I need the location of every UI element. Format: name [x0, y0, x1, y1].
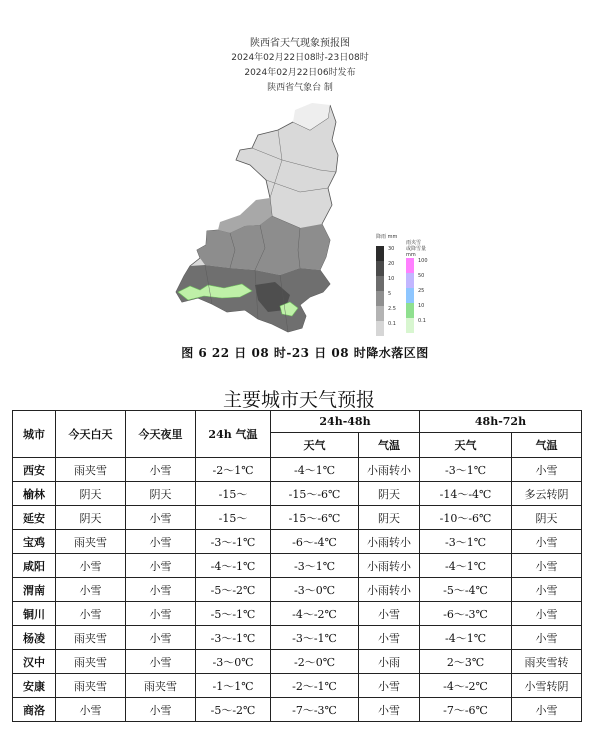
weather-48h-cell: -3～-1℃ [271, 626, 359, 650]
precip-legend-swatch [376, 261, 384, 276]
temp-72h-cell: 雨夹雪转 [512, 650, 582, 674]
temp-24h-cell: -3～-1℃ [196, 530, 271, 554]
weather-48h-cell: -15～-6℃ [271, 482, 359, 506]
city-cell: 西安 [13, 458, 56, 482]
today-night-cell: 小雪 [126, 650, 196, 674]
temp-72h-cell: 小雪 [512, 626, 582, 650]
weather-48h-cell: -15～-6℃ [271, 506, 359, 530]
table-row [13, 626, 582, 650]
weather-72h-cell: 2～3℃ [420, 650, 512, 674]
today-night-cell: 小雪 [126, 626, 196, 650]
today-night-cell: 雨夹雪 [126, 674, 196, 698]
temp-72h-cell: 多云转阴 [512, 482, 582, 506]
temp-24h-cell: -3～0℃ [196, 650, 271, 674]
table-header-row [13, 411, 582, 433]
weather-48h-cell: -4～-2℃ [271, 602, 359, 626]
today-day-cell: 雨夹雪 [56, 626, 126, 650]
precip-legend-label: 10 [388, 276, 395, 282]
temp-48h-cell: 阴天 [359, 506, 420, 530]
header-range-48h: 24h-48h [271, 411, 420, 433]
table-row [13, 554, 582, 578]
weather-72h-cell: -5～-4℃ [420, 578, 512, 602]
precip-legend-label: 0.1 [388, 321, 396, 327]
snow-legend-label: 0.1 [418, 318, 426, 324]
temp-48h-cell: 小雨转小 [359, 530, 420, 554]
weather-48h-cell: -4～1℃ [271, 458, 359, 482]
city-cell: 渭南 [13, 578, 56, 602]
precip-legend-swatch [376, 306, 384, 321]
temp-72h-cell: 小雪 [512, 458, 582, 482]
today-day-cell: 雨夹雪 [56, 458, 126, 482]
weather-48h-cell: -3～0℃ [271, 578, 359, 602]
precip-legend [376, 234, 410, 336]
snow-legend-swatch [406, 303, 414, 318]
table-row [13, 650, 582, 674]
temp-24h-cell: -5～-2℃ [196, 578, 271, 602]
today-night-cell: 小雪 [126, 554, 196, 578]
weather-72h-cell: -4～-2℃ [420, 674, 512, 698]
header-today-night: 今天夜里 [126, 411, 196, 458]
weather-48h-cell: -2～0℃ [271, 650, 359, 674]
precip-legend-swatch [376, 246, 384, 261]
weather-48h-cell: -7～-3℃ [271, 698, 359, 722]
snow-legend [406, 240, 440, 333]
header-weather-48h: 天气 [271, 433, 359, 458]
precip-legend-title: 降雨 mm [376, 234, 398, 240]
temp-72h-cell: 小雪 [512, 530, 582, 554]
table-row [13, 482, 582, 506]
temp-72h-cell: 小雪 [512, 554, 582, 578]
temp-24h-cell: -3～-1℃ [196, 626, 271, 650]
temp-48h-cell: 阴天 [359, 482, 420, 506]
precip-legend-row [376, 276, 410, 291]
precip-legend-label: 2.5 [388, 306, 396, 312]
weather-72h-cell: -4～1℃ [420, 626, 512, 650]
map-title: 陕西省天气现象预报图 [250, 38, 350, 49]
snow-legend-swatch [406, 273, 414, 288]
today-day-cell: 小雪 [56, 578, 126, 602]
temp-72h-cell: 小雪 [512, 602, 582, 626]
snow-legend-row [406, 303, 440, 318]
figure-caption: 图 6 22 日 08 时-23 日 08 时降水落区图 [181, 346, 429, 360]
temp-24h-cell: -5～-1℃ [196, 602, 271, 626]
header-weather-72h: 天气 [420, 433, 512, 458]
today-night-cell: 阴天 [126, 482, 196, 506]
temp-72h-cell: 阴天 [512, 506, 582, 530]
temp-48h-cell: 小雨转小 [359, 458, 420, 482]
today-day-cell: 阴天 [56, 506, 126, 530]
precip-legend-label: 20 [388, 261, 395, 267]
precip-legend-row [376, 321, 410, 336]
weather-48h-cell: -2～-1℃ [271, 674, 359, 698]
weather-72h-cell: -7～-6℃ [420, 698, 512, 722]
table-row [13, 458, 582, 482]
temp-48h-cell: 小雨 [359, 650, 420, 674]
temp-72h-cell: 小雪转阴 [512, 674, 582, 698]
weather-72h-cell: -14～-4℃ [420, 482, 512, 506]
weather-72h-cell: -3～1℃ [420, 530, 512, 554]
temp-72h-cell: 小雪 [512, 698, 582, 722]
today-day-cell: 雨夹雪 [56, 650, 126, 674]
header-temp-48h: 气温 [359, 433, 420, 458]
city-cell: 延安 [13, 506, 56, 530]
temp-24h-cell: -2～1℃ [196, 458, 271, 482]
snow-legend-label: 100 [418, 258, 428, 264]
today-night-cell: 小雪 [126, 458, 196, 482]
snow-legend-label: 10 [418, 303, 425, 309]
city-cell: 榆林 [13, 482, 56, 506]
precip-legend-swatch [376, 291, 384, 306]
city-cell: 杨凌 [13, 626, 56, 650]
temp-48h-cell: 小雪 [359, 698, 420, 722]
map-issue-time: 2024年02月22日06时发布 [244, 68, 356, 78]
weather-48h-cell: -3～1℃ [271, 554, 359, 578]
temp-24h-cell: -4～-1℃ [196, 554, 271, 578]
today-night-cell: 小雪 [126, 602, 196, 626]
precip-legend-label: 5 [388, 291, 392, 297]
today-day-cell: 小雪 [56, 698, 126, 722]
header-city: 城市 [13, 411, 56, 458]
temp-24h-cell: -5～-2℃ [196, 698, 271, 722]
temp-48h-cell: 小雨转小 [359, 578, 420, 602]
table-row [13, 698, 582, 722]
city-cell: 安康 [13, 674, 56, 698]
snow-legend-swatch [406, 258, 414, 273]
table-row [13, 530, 582, 554]
table-title: 主要城市天气预报 [222, 389, 375, 411]
precip-legend-label: 30 [388, 246, 395, 252]
table-row [13, 602, 582, 626]
city-cell: 商洛 [13, 698, 56, 722]
today-day-cell: 小雪 [56, 602, 126, 626]
snow-legend-label: 50 [418, 273, 425, 279]
today-night-cell: 小雪 [126, 506, 196, 530]
precip-legend-row [376, 261, 410, 276]
header-today-day: 今天白天 [56, 411, 126, 458]
city-cell: 汉中 [13, 650, 56, 674]
city-cell: 咸阳 [13, 554, 56, 578]
temp-72h-cell: 小雪 [512, 578, 582, 602]
precip-legend-row [376, 306, 410, 321]
snow-legend-row [406, 318, 440, 333]
weather-72h-cell: -6～-3℃ [420, 602, 512, 626]
temp-48h-cell: 小雪 [359, 602, 420, 626]
precip-legend-swatch [376, 276, 384, 291]
temp-48h-cell: 小雪 [359, 674, 420, 698]
table-row [13, 674, 582, 698]
map-agency: 陕西省气象台 制 [267, 83, 333, 93]
today-day-cell: 阴天 [56, 482, 126, 506]
snow-legend-swatch [406, 318, 414, 333]
precip-legend-swatch [376, 321, 384, 336]
temp-24h-cell: -15～ [196, 506, 271, 530]
city-forecast-table [12, 410, 582, 722]
precip-legend-row [376, 246, 410, 261]
weather-48h-cell: -6～-4℃ [271, 530, 359, 554]
temp-48h-cell: 小雨转小 [359, 554, 420, 578]
snow-legend-row [406, 288, 440, 303]
today-day-cell: 雨夹雪 [56, 530, 126, 554]
today-night-cell: 小雪 [126, 530, 196, 554]
today-night-cell: 小雪 [126, 698, 196, 722]
snow-legend-swatch [406, 288, 414, 303]
weather-72h-cell: -4～1℃ [420, 554, 512, 578]
snow-legend-title: 雨夹雪 或降雪量 mm [406, 240, 427, 258]
header-temp-24h: 24h 气温 [196, 411, 271, 458]
weather-72h-cell: -10～-6℃ [420, 506, 512, 530]
snow-legend-label: 25 [418, 288, 425, 294]
temp-24h-cell: -15～ [196, 482, 271, 506]
city-cell: 宝鸡 [13, 530, 56, 554]
city-cell: 铜川 [13, 602, 56, 626]
snow-legend-row [406, 273, 440, 288]
today-day-cell: 雨夹雪 [56, 674, 126, 698]
today-night-cell: 小雪 [126, 578, 196, 602]
table-row [13, 578, 582, 602]
header-range-72h: 48h-72h [420, 411, 582, 433]
weather-72h-cell: -3～1℃ [420, 458, 512, 482]
map-header [150, 36, 450, 96]
table-row [13, 506, 582, 530]
temp-24h-cell: -1～1℃ [196, 674, 271, 698]
snow-legend-row [406, 258, 440, 273]
temp-48h-cell: 小雪 [359, 626, 420, 650]
precip-legend-row [376, 291, 410, 306]
map-valid-period: 2024年02月22日08时-23日08时 [231, 53, 369, 63]
header-temp-72h: 气温 [512, 433, 582, 458]
precipitation-map [160, 100, 360, 340]
today-day-cell: 小雪 [56, 554, 126, 578]
